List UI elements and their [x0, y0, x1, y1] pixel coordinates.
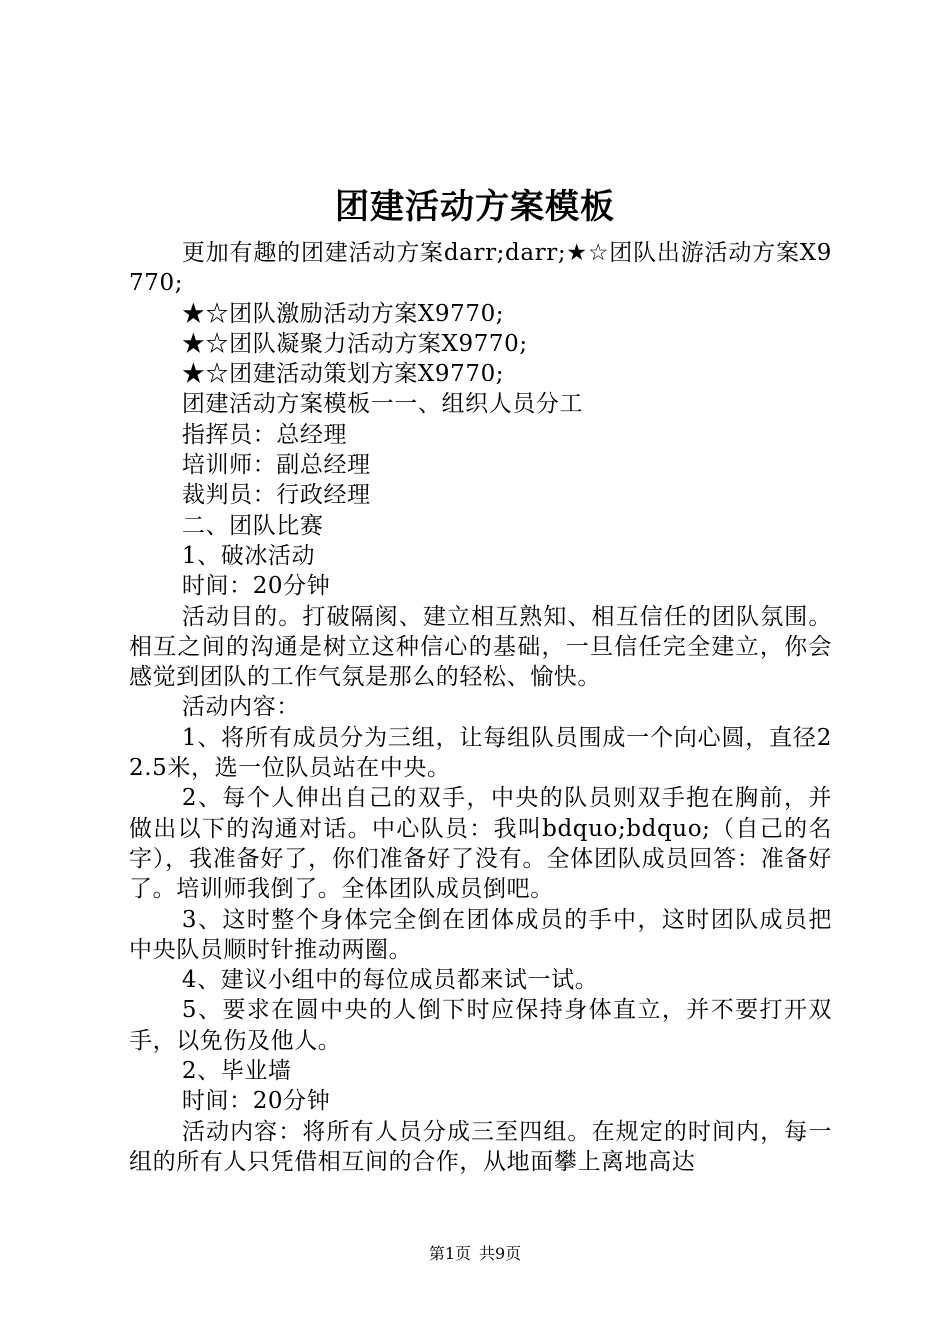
paragraph: 活动目的。打破隔阂、建立相互熟知、相互信任的团队氛围。相互之间的沟通是树立这种信心的基础，一旦信任完全建立，你会感觉到团队的工作气氛是那么的轻松、愉快。: [129, 603, 832, 691]
paragraph: 1、破冰活动: [181, 542, 316, 569]
paragraph: 团建活动方案模板一一、组织人员分工: [181, 391, 584, 418]
paragraph: ★☆团队凝聚力活动方案X9770;: [181, 330, 528, 357]
document-title: 团建活动方案模板: [335, 187, 615, 227]
paragraph: 时间：20分钟: [181, 573, 331, 600]
paragraph: 4、建议小组中的每位成员都来试一试。: [181, 967, 599, 994]
paragraph: 活动内容：: [181, 694, 300, 721]
paragraph: 指挥员：总经理: [181, 421, 348, 448]
document-body: [129, 238, 832, 1177]
page-footer: [0, 1243, 950, 1265]
paragraph: ★☆团建活动策划方案X9770;: [181, 361, 505, 388]
paragraph: 二、团队比赛: [181, 512, 324, 539]
paragraph: 2、每个人伸出自己的双手，中央的队员则双手抱在胸前，并做出以下的沟通对话。中心队员：我叫bdquo;bdquo;（自己的名字），我准备好了，你们准备好了没有。全体团队成员回答：准备好了。培训师我倒了。全体团队成员倒吧。: [129, 785, 832, 903]
page-number: 第1页: [428, 1244, 471, 1263]
page-total: 共9页: [479, 1244, 522, 1263]
paragraph: 时间：20分钟: [181, 1088, 331, 1115]
paragraph: ★☆团队激励活动方案X9770;: [181, 300, 505, 327]
paragraph: 更加有趣的团建活动方案darr;darr;★☆团队出游活动方案X9770;: [129, 240, 832, 297]
paragraph: 1、将所有成员分为三组，让每组队员围成一个向心圆，直径22.5米，选一位队员站在中央。: [129, 724, 832, 782]
paragraph: 2、毕业墙: [181, 1058, 292, 1085]
paragraph: 裁判员：行政经理: [181, 482, 371, 509]
paragraph: 3、这时整个身体完全倒在团体成员的手中，这时团队成员把中央队员顺时针推动两圈。: [129, 906, 832, 963]
paragraph: 培训师：副总经理: [181, 452, 371, 479]
paragraph: 5、要求在圆中央的人倒下时应保持身体直立，并不要打开双手，以免伤及他人。: [129, 997, 832, 1054]
paragraph: 活动内容：将所有人员分成三至四组。在规定的时间内，每一组的所有人只凭借相互间的合作，从地面攀上离地高达: [129, 1118, 832, 1175]
